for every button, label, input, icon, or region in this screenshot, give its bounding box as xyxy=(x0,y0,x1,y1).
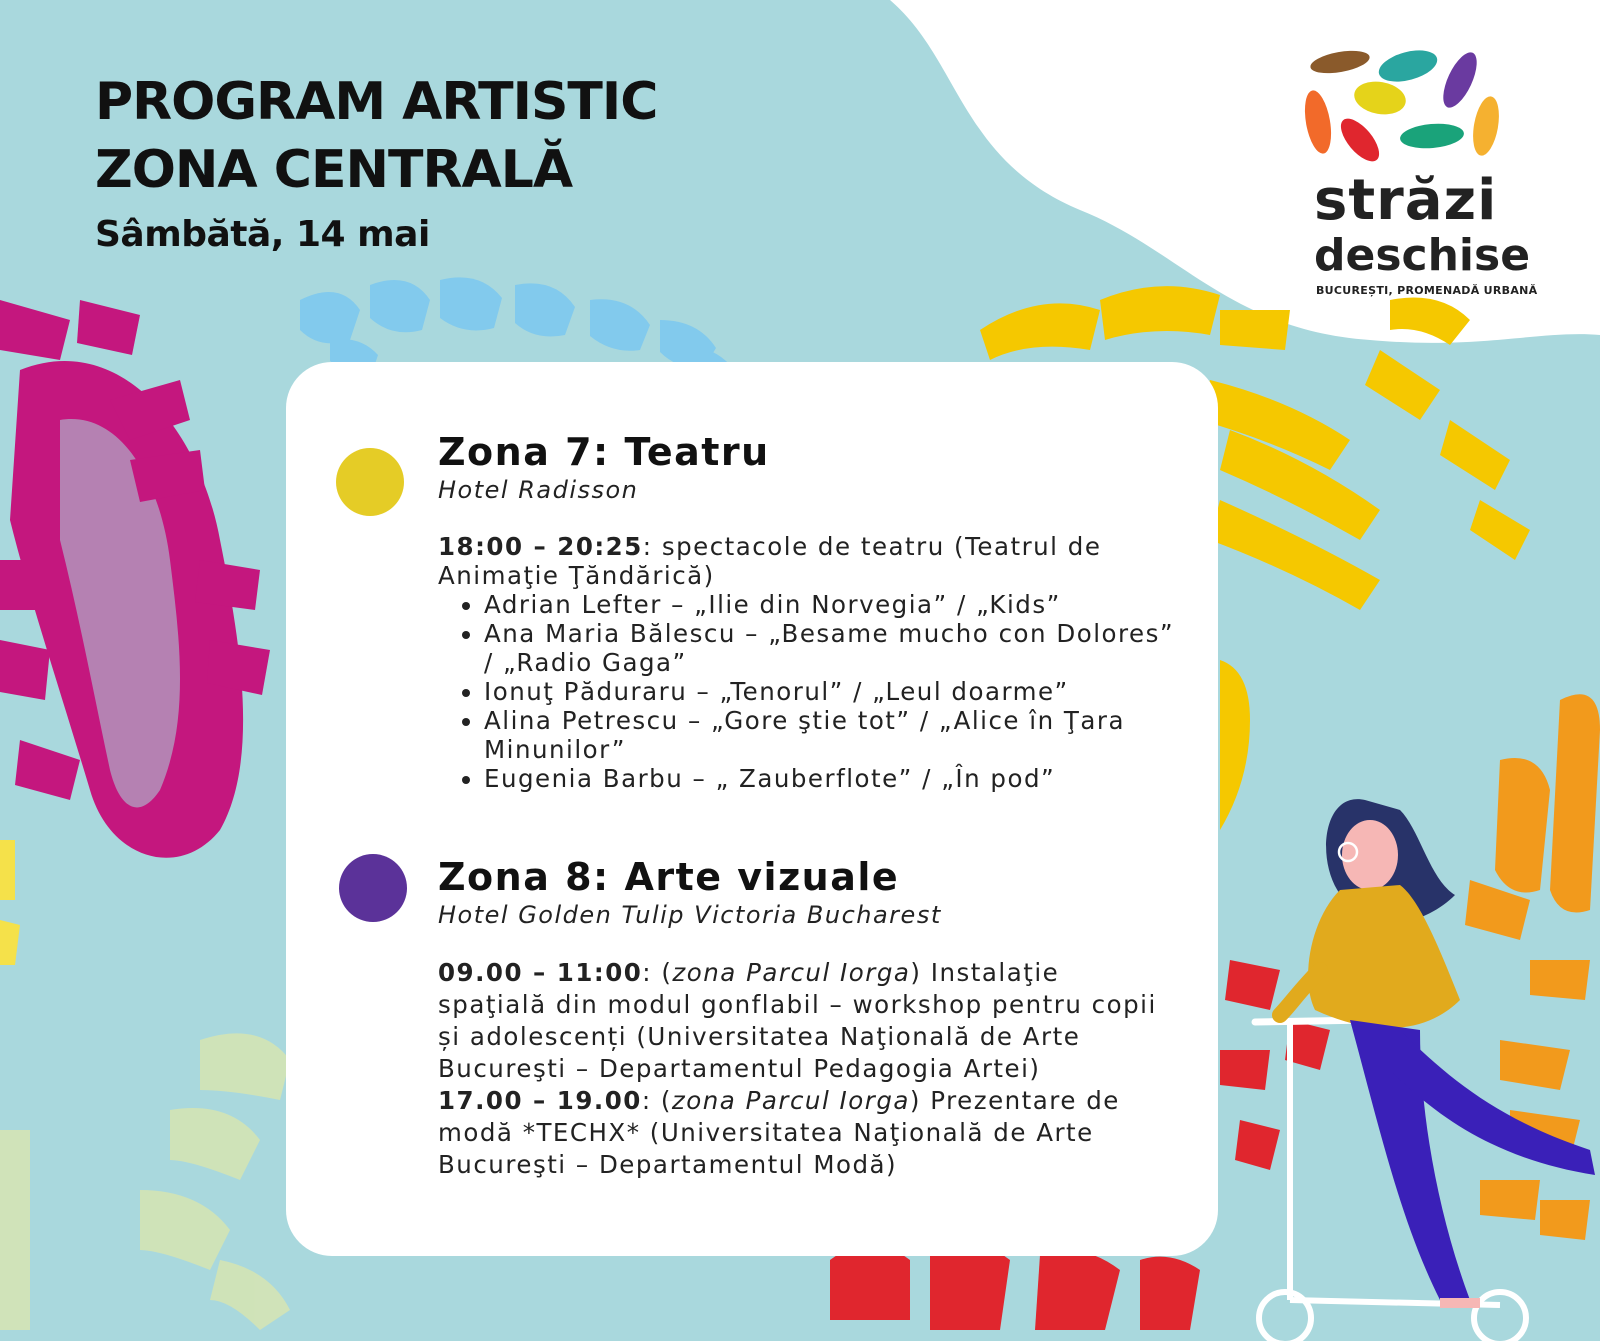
list-item: • Eugenia Barbu – „ Zauberflote” / „În pod” xyxy=(484,764,1178,793)
zone8-item2-place: zona Parcul Iorga xyxy=(671,1086,910,1115)
zone8-section xyxy=(438,855,1168,1181)
logo-word-strazi: străzi xyxy=(1314,168,1498,233)
title-line-2: ZONA CENTRALĂ xyxy=(95,140,573,200)
strazi-deschise-logo xyxy=(1300,40,1550,300)
zone7-time: 18:00 – 20:25 xyxy=(438,532,643,561)
list-item: • Adrian Lefter – „Ilie din Norvegia” / „Kids” xyxy=(484,590,1178,619)
zone8-item1-time: 09.00 – 11:00 xyxy=(438,958,643,987)
zone7-venue: Hotel Radisson xyxy=(438,476,639,504)
pale-footprint xyxy=(0,1033,290,1330)
magenta-footprint xyxy=(0,300,270,858)
zone7-acts-list xyxy=(438,590,1178,793)
zone7-description: : spectacole de teatru (Teatrul de Animaţie Ţăndărică) xyxy=(438,532,1102,590)
zone8-item-1 xyxy=(438,957,1168,1085)
event-date: Sâmbătă, 14 mai xyxy=(95,214,430,255)
zone8-item1-text: ) Instalaţie spaţială din modul gonflabil – workshop pentru copii și adolescenți (Universitatea Naţională de Arte Bucureşti – Departamentul Pedagogia Artei) xyxy=(438,958,1157,1083)
zone8-item1-separator: : ( xyxy=(642,958,673,987)
zone8-item2-time: 17.00 – 19.00 xyxy=(438,1086,642,1115)
zone8-venue: Hotel Golden Tulip Victoria Bucharest xyxy=(438,901,942,929)
yellow-edge-marks xyxy=(0,840,20,965)
list-item: • Ionuţ Păduraru – „Tenorul” / „Leul doarme” xyxy=(484,677,1178,706)
logo-footprints-icon xyxy=(1300,40,1550,170)
list-item: • Ana Maria Bălescu – „Besame mucho con Dolores” / „Radio Gaga” xyxy=(484,619,1178,677)
zone7-schedule xyxy=(438,532,1178,590)
zone7-title: Zona 7: Teatru xyxy=(438,430,770,474)
header xyxy=(95,68,657,255)
logo-word-deschise: deschise xyxy=(1314,230,1531,281)
zone7-section xyxy=(438,430,1178,793)
zone8-item2-text: ) Prezentare de modă *TECHX* (Universitatea Naţională de Arte Bucureşti – Departamentul Modă) xyxy=(438,1086,1120,1179)
title-line-1: PROGRAM ARTISTIC xyxy=(95,72,658,132)
logo-tagline: BUCUREȘTI, PROMENADĂ URBANĂ xyxy=(1316,284,1538,297)
zone8-dot-icon xyxy=(339,854,407,922)
list-item: • Alina Petrescu – „Gore ştie tot” / „Alice în Ţara Minunilor” xyxy=(484,706,1178,764)
zone8-item2-separator: : ( xyxy=(641,1086,672,1115)
zone7-dot-icon xyxy=(336,448,404,516)
zone8-title: Zona 8: Arte vizuale xyxy=(438,855,900,899)
zone8-item1-place: zona Parcul Iorga xyxy=(672,958,911,987)
zone8-item-2 xyxy=(438,1085,1168,1181)
